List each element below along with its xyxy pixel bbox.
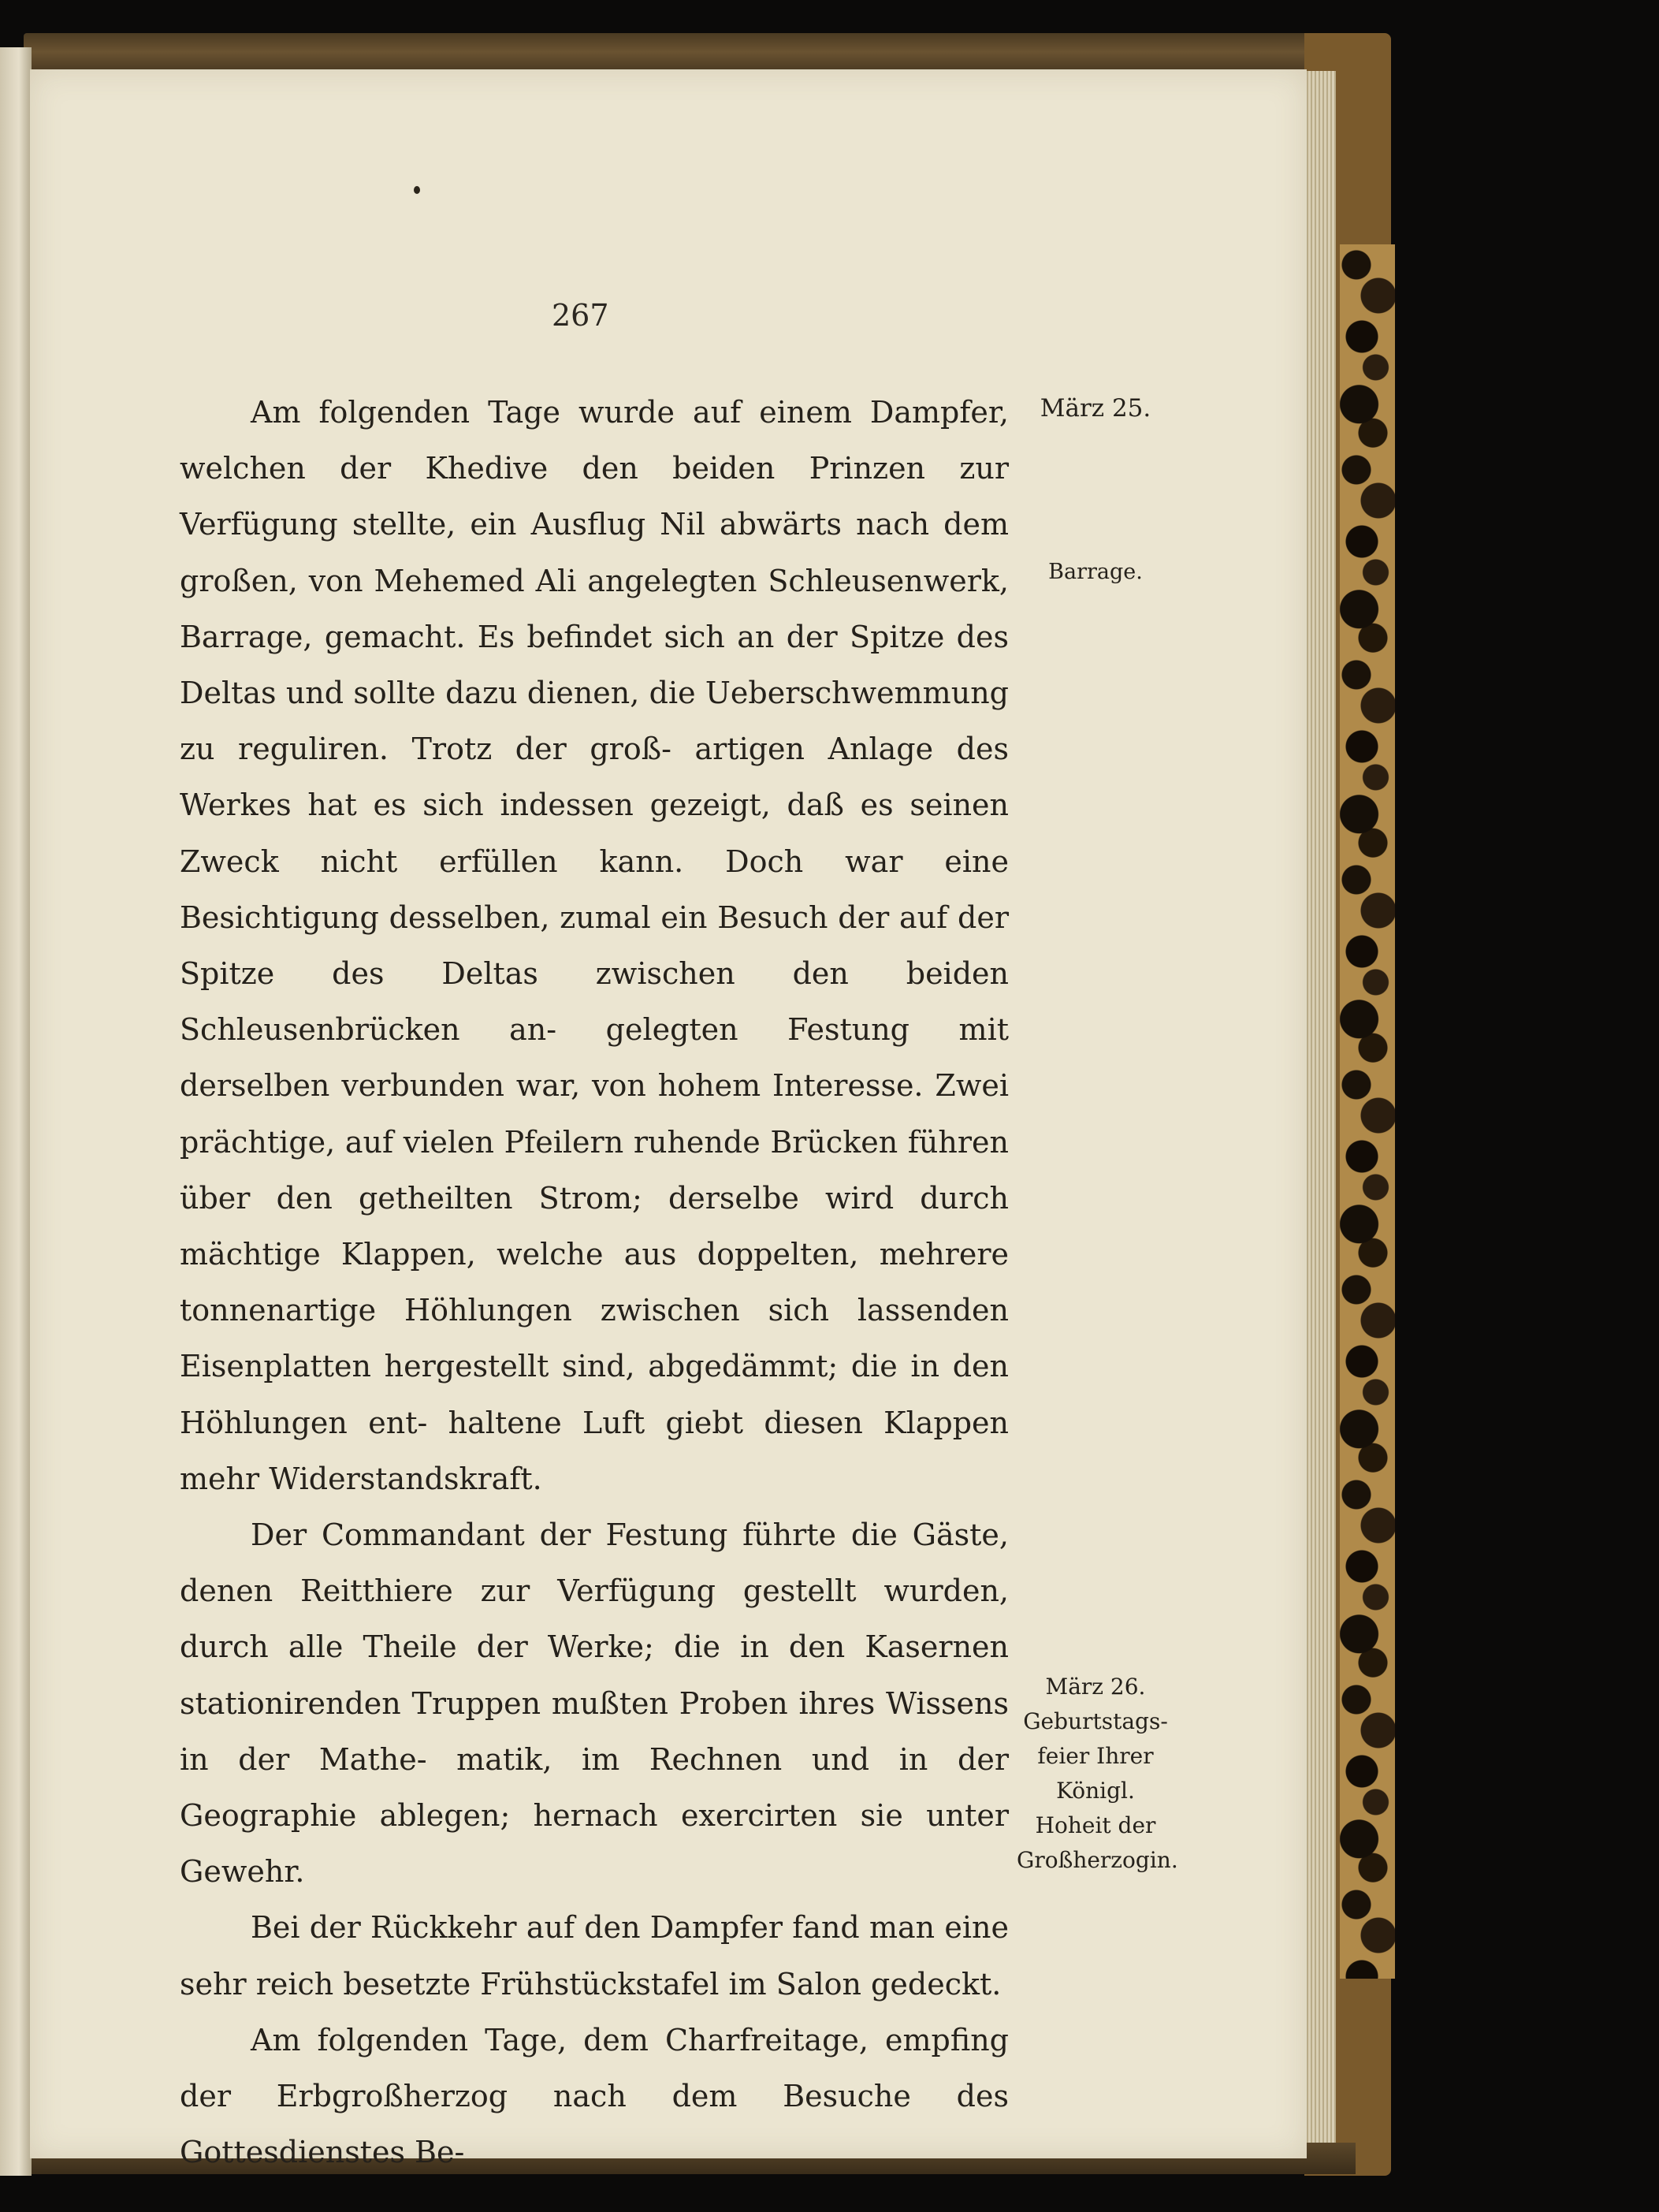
paragraph: Bei der Rückkehr auf den Dampfer fand man eine sehr reich besetzte Frühstückstafel im Salon gedeckt. [180, 1910, 1009, 2002]
paragraph: Der Commandant der Festung führte die Gäste, denen Reitthiere zur Verfügung gestellt wurden, durch alle Theile der Werke; die in den Kasernen stationirenden Truppen mußten Proben ihres Wissens in der Mathe- matik, im Rechnen und in der Geographie ablegen; hernach exercirten sie unter Gewehr. [180, 1517, 1009, 1890]
marbled-edge [1340, 244, 1395, 1979]
page-number: 267 [552, 298, 609, 333]
left-page-edge [0, 47, 32, 2176]
margin-note: März 26. Geburtstags- feier Ihrer Königl. Hoheit der Großherzogin. [1017, 1674, 1178, 1873]
body-text [180, 385, 1009, 2181]
paragraph: Am folgenden Tage wurde auf einem Dampfer, welchen der Khedive den beiden Prinzen zur Verfügung stellte, ein Ausflug Nil abwärts nach dem großen, von Mehemed Ali angelegten Schleusenwerk, Barrage, gemacht. Es befindet sich an der Spitze des Deltas und sollte dazu dienen, die Ueberschwemmung zu reguliren. Trotz der groß- artigen Anlage des Werkes hat es sich indessen gezeigt, daß es seinen Zweck nicht erfüllen kann. Doch war eine Besichtigung desselben, zumal ein Besuch der auf der Spitze des Deltas zwischen den beiden Schleusenbrücken an- gelegten Festung mit derselben verbunden war, von hohem Interesse. Zwei prächtige, auf vielen Pfeilern ruhende Brücken führen über den getheilten Strom; derselbe wird durch mächtige Klappen, welche aus doppelten, mehrere tonnenartige Höhlungen zwischen sich lassenden Eisenplatten hergestellt sind, abgedämmt; die in den Höhlungen ent- haltene Luft giebt diesen Klappen mehr Widerstandskraft. [180, 395, 1009, 1496]
ink-spot [414, 186, 420, 194]
paragraph: Am folgenden Tage, dem Charfreitage, empfing der Erbgroßherzog nach dem Besuche des Gottesdienstes Be- [180, 2022, 1009, 2170]
margin-note: Barrage. [1048, 560, 1143, 584]
margin-note: März 25. [1040, 394, 1151, 423]
